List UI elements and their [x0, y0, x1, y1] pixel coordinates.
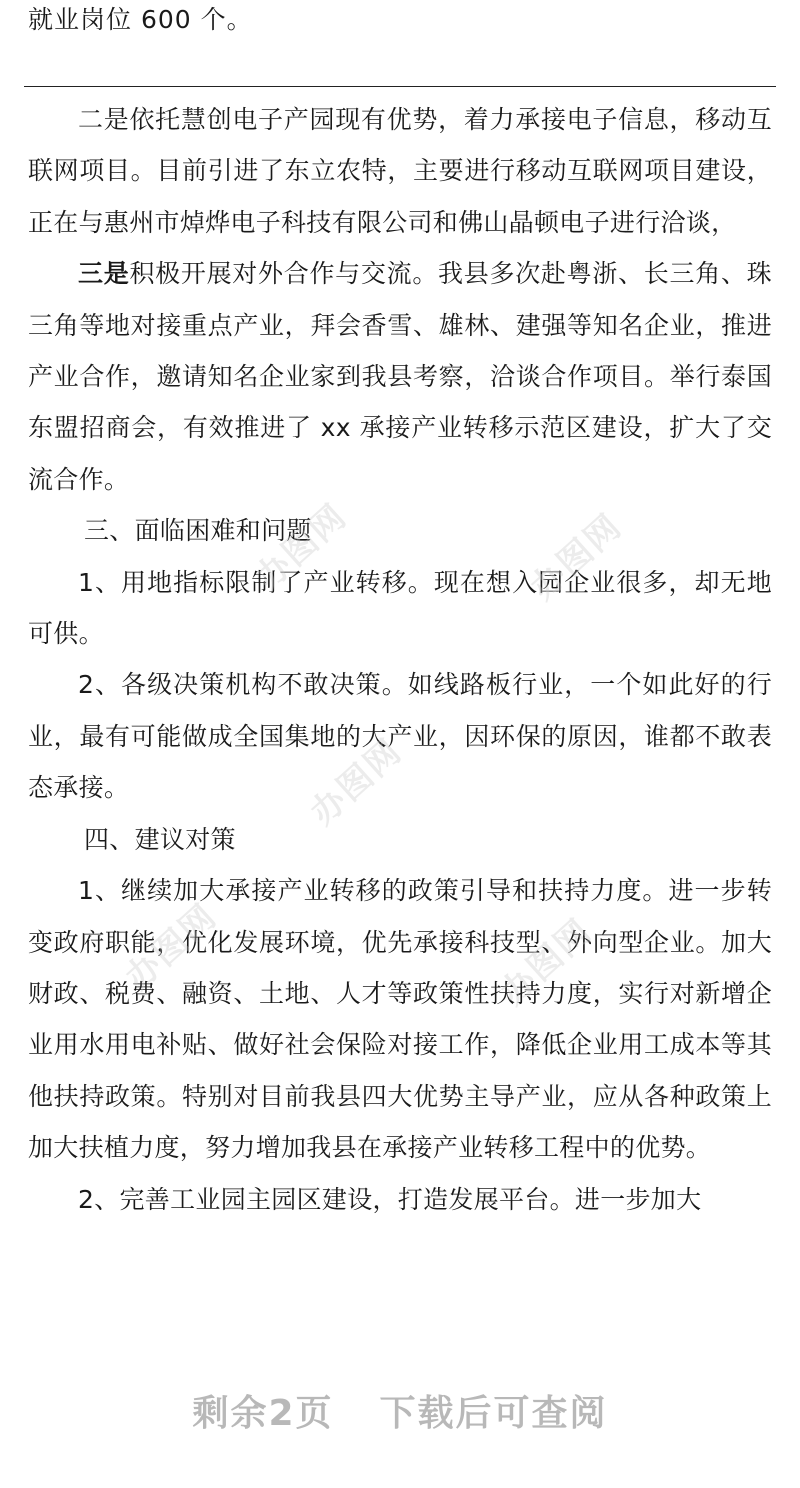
paragraph-cooperation-text: 积极开展对外合作与交流。我县多次赴粤浙、长三角、珠三角等地对接重点产业，拜会香雪、雄林、建强等知名企业，推进产业合作，邀请知名企业家到我县考察，洽谈合作项目。举行泰国东盟招商会，有效推进了 xx 承接产业转移示范区建设，扩大了交流合作。	[28, 259, 772, 494]
section-heading-difficulties: 三、面临困难和问题	[84, 516, 312, 546]
paragraph-electronics: 二是依托慧创电子产园现有优势，着力承接电子信息，移动互联网项目。目前引进了东立农特，主要进行移动互联网项目建设，正在与惠州市焯烨电子科技有限公司和佛山晶顿电子进行洽谈，	[28, 105, 772, 237]
bold-lead-text: 三是	[78, 259, 130, 289]
watermark-logo: 办图网	[247, 496, 355, 599]
download-prompt[interactable]	[0, 1385, 800, 1436]
watermark-logo: 办图网	[117, 896, 225, 999]
paragraph-land-quota: 1、用地指标限制了产业转移。现在想入园企业很多，却无地可供。	[28, 567, 772, 649]
download-to-view-label: 下载后可查阅	[379, 1393, 608, 1434]
paragraph-industrial-park: 2、完善工业园主园区建设，打造发展平台。进一步加大	[78, 1184, 702, 1214]
document-body	[28, 94, 772, 1225]
watermark-logo: 办图网	[492, 911, 600, 1014]
paragraph-decision-making: 2、各级决策机构不敢决策。如线路板行业，一个如此好的行业，最有可能做成全国集地的大产业，因环保的原因，谁都不敢表态承接。	[28, 670, 772, 803]
watermark-logo: 办图网	[522, 506, 630, 609]
remaining-pages-label: 剩余2页	[192, 1393, 334, 1434]
top-fragment-text: 就业岗位 600 个。	[28, 5, 253, 34]
section-heading-suggestions: 四、建议对策	[84, 824, 236, 854]
page-divider	[24, 86, 776, 87]
paragraph-policy-support: 1、继续加大承接产业转移的政策引导和扶持力度。进一步转变政府职能，优化发展环境，优先承接科技型、外向型企业。加大财政、税费、融资、土地、人才等政策性扶持力度，实行对新增企业用水用电补贴、做好社会保险对接工作，降低企业用工成本等其他扶持政策。特别对目前我县四大优势主导产业，应从各种政策上加大扶植力度，努力增加我县在承接产业转移工程中的优势。	[28, 876, 772, 1163]
paragraph-cooperation	[28, 248, 772, 505]
watermark-logo: 办图网	[302, 731, 410, 834]
